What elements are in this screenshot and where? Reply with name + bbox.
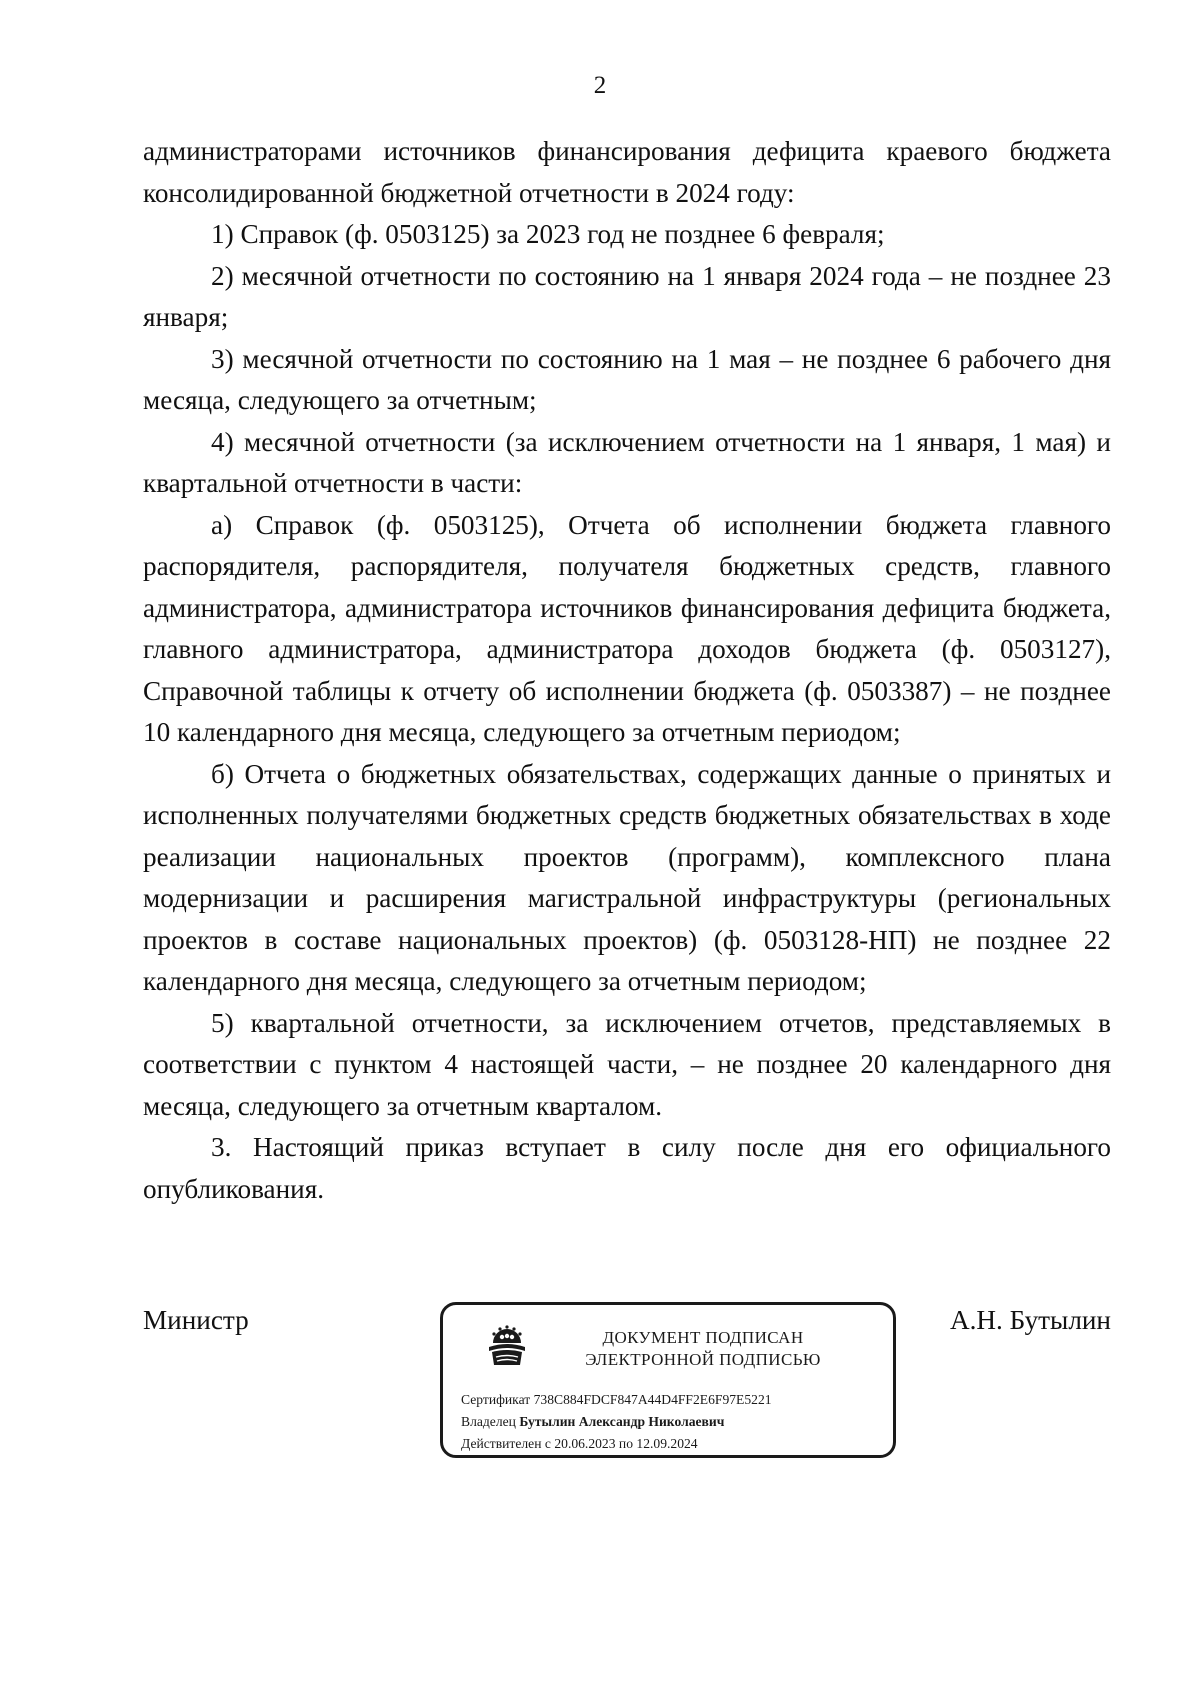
stamp-certificate-line (461, 1389, 772, 1411)
paragraph-intro: администраторами источников финансирования дефицита краевого бюджета консолидированной бюджетной отчетности в 2024 году: (143, 136, 1111, 208)
paragraph-item-4a: а) Справок (ф. 0503125), Отчета об исполнении бюджета главного распорядителя, распорядителя, получателя бюджетных средств, главного администратора, администратора источников финансирования дефицита бюджета, главного администратора, администратора доходов бюджета (ф. 0503127), Справочной таблицы к отчету об исполнении бюджета (ф. 0503387) – не позднее 10 календарного дня месяца, следующего за отчетным периодом; (143, 509, 1111, 747)
stamp-owner-line (461, 1411, 772, 1433)
stamp-details (461, 1389, 772, 1455)
paragraph-item-2: 2) месячной отчетности по состоянию на 1 января 2024 года – не позднее 23 января; (143, 260, 1111, 332)
stamp-header-line1: ДОКУМЕНТ ПОДПИСАН (602, 1328, 804, 1347)
signer-title: Министр (143, 1305, 249, 1335)
stamp-header-line2: ЭЛЕКТРОННОЙ ПОДПИСЬЮ (585, 1350, 821, 1369)
valid-label: Действителен (461, 1436, 542, 1451)
page-number: 2 (593, 72, 607, 99)
paragraph-item-4b: б) Отчета о бюджетных обязательствах, содержащих данные о принятых и исполненных получателями бюджетных средств бюджетных обязательствах в ходе реализации национальных проектов (программ), комплексного плана модернизации и расширения магистральной инфраструктуры (региональных проектов в составе национальных проектов) (ф. 0503128-НП) не позднее 22 календарного дня месяца, следующего за отчетным периодом; (143, 758, 1111, 996)
valid-from-label: с (544, 1436, 551, 1451)
paragraph-item-1: 1) Справок (ф. 0503125) за 2023 год не позднее 6 февраля; (211, 219, 885, 249)
valid-to: 12.09.2024 (636, 1436, 698, 1451)
signer-name: А.Н. Бутылин (949, 1305, 1111, 1335)
valid-from: 20.06.2023 (554, 1436, 616, 1451)
document-body (143, 131, 1111, 1210)
paragraph-clause-3: 3. Настоящий приказ вступает в силу после дня его официального опубликования. (143, 1132, 1111, 1204)
stamp-header (543, 1327, 863, 1371)
paragraph-item-4: 4) месячной отчетности (за исключением отчетности на 1 января, 1 мая) и квартальной отчетности в части: (143, 426, 1111, 498)
certificate-label: Сертификат (461, 1392, 531, 1407)
electronic-signature-stamp (440, 1302, 896, 1458)
owner-label: Владелец (461, 1414, 516, 1429)
paragraph-item-5: 5) квартальной отчетности, за исключением отчетов, представляемых в соответствии с пунктом 4 настоящей части, – не позднее 20 календарного дня месяца, следующего за отчетным кварталом. (143, 1007, 1111, 1121)
valid-to-label: по (618, 1436, 633, 1451)
certificate-value: 738C884FDCF847A44D4FF2E6F97E5221 (533, 1392, 772, 1407)
paragraph-item-3: 3) месячной отчетности по состоянию на 1 мая – не позднее 6 рабочего дня месяца, следующего за отчетным; (143, 343, 1111, 415)
regional-emblem-icon (483, 1321, 531, 1369)
owner-value: Бутылин Александр Николаевич (519, 1414, 725, 1429)
stamp-validity-line (461, 1433, 772, 1455)
